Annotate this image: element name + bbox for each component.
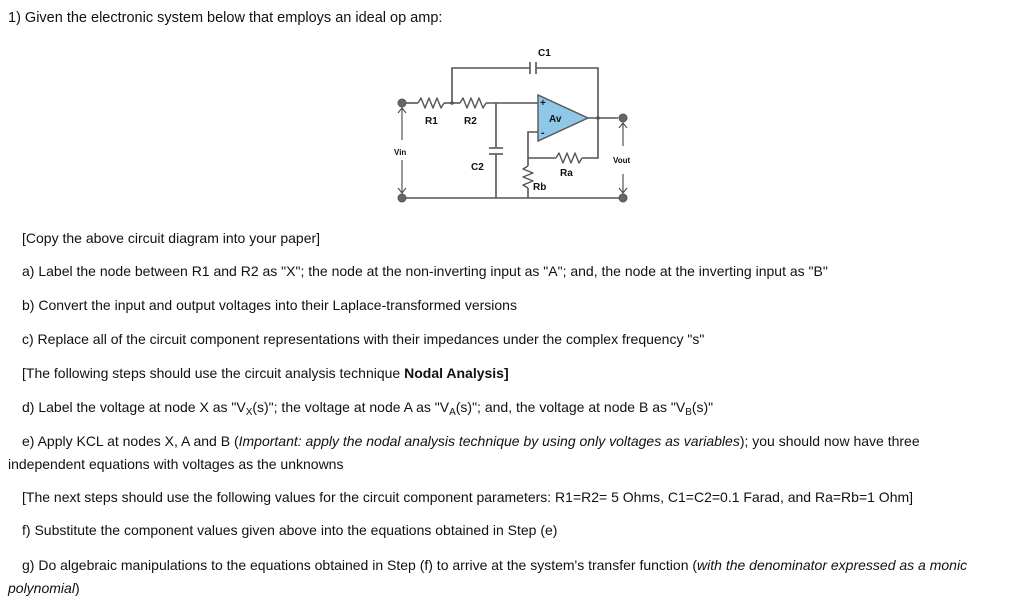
op-amp-gain-label: Av [549, 114, 562, 125]
instruction-f: f) Substitute the component values given above into the equations obtained in Step (e) [22, 522, 558, 538]
op-amp-plus-sign: + [540, 98, 546, 109]
vout-arrow-up [619, 123, 627, 146]
instruction-e-line2: independent equations with voltages as the unknowns [8, 456, 344, 472]
instruction-copy: [Copy the above circuit diagram into your paper] [22, 230, 321, 246]
nodal-analysis-bold: Nodal Analysis] [404, 365, 509, 381]
c2-label: C2 [471, 162, 484, 173]
op-amp-minus-sign: - [541, 127, 545, 139]
c1-label: C1 [538, 48, 551, 59]
vin-bottom-terminal[interactable] [398, 194, 406, 202]
op-amp-circuit-diagram [380, 40, 650, 215]
vin-arrow-down [398, 160, 406, 193]
instruction-b: b) Convert the input and output voltages into their Laplace-transformed versions [22, 297, 517, 313]
vout-bottom-terminal[interactable] [619, 194, 627, 202]
vout-label: Vout [613, 156, 631, 165]
instruction-values: [The next steps should use the following values for the circuit component parameters: R1=R2= 5 Ohms, C1=C2=0.1 Farad, and Ra=Rb=1 Ohm] [22, 489, 914, 505]
ra-resistor [556, 153, 582, 163]
r1-label: R1 [425, 116, 438, 127]
vin-arrow-up [398, 108, 406, 140]
instruction-g-line2: polynomial) [8, 580, 80, 596]
vin-label: Vin [394, 148, 407, 157]
ra-label: Ra [560, 168, 573, 179]
instruction-g-italic: with the denominator expressed as a monic [697, 557, 968, 573]
instruction-c: c) Replace all of the circuit component representations with their impedances under the complex frequency "s" [22, 331, 705, 347]
r2-label: R2 [464, 116, 477, 127]
instruction-g: g) Do algebraic manipulations to the equations obtained in Step (f) to arrive at the system's transfer function (with the denominator expressed as a monic [22, 557, 968, 573]
question-title: 1) Given the electronic system below that employs an ideal op amp: [8, 10, 443, 26]
c1-feedback-wire [452, 68, 598, 118]
instruction-e-italic: Important: apply the nodal analysis technique by using only voltages as variables [238, 433, 740, 449]
inverting-input-wire [528, 132, 538, 158]
vin-top-terminal[interactable] [398, 99, 406, 107]
vout-top-terminal[interactable] [619, 114, 627, 122]
r1-resistor [418, 98, 444, 108]
instruction-nodal-note: [The following steps should use the circuit analysis technique Nodal Analysis] [22, 365, 509, 381]
r2-resistor [460, 98, 486, 108]
rb-resistor [523, 166, 533, 188]
instruction-d: d) Label the voltage at node X as "$V_X(s)$"; the voltage at node A as "$V_A(s)$"; and, the voltage at node B as "$V_B(s)$" [22, 399, 714, 418]
instruction-a: a) Label the node between R1 and R2 as "X"; the node at the non-inverting input as "A"; and, the node at the inverting input as "B" [22, 263, 828, 279]
node-x-dot [450, 101, 454, 105]
vout-arrow-down [619, 174, 627, 193]
instruction-e: e) Apply KCL at nodes X, A and B (Important: apply the nodal analysis technique by using only voltages as variables); you should now have three [22, 433, 920, 449]
rb-label: Rb [533, 182, 547, 193]
